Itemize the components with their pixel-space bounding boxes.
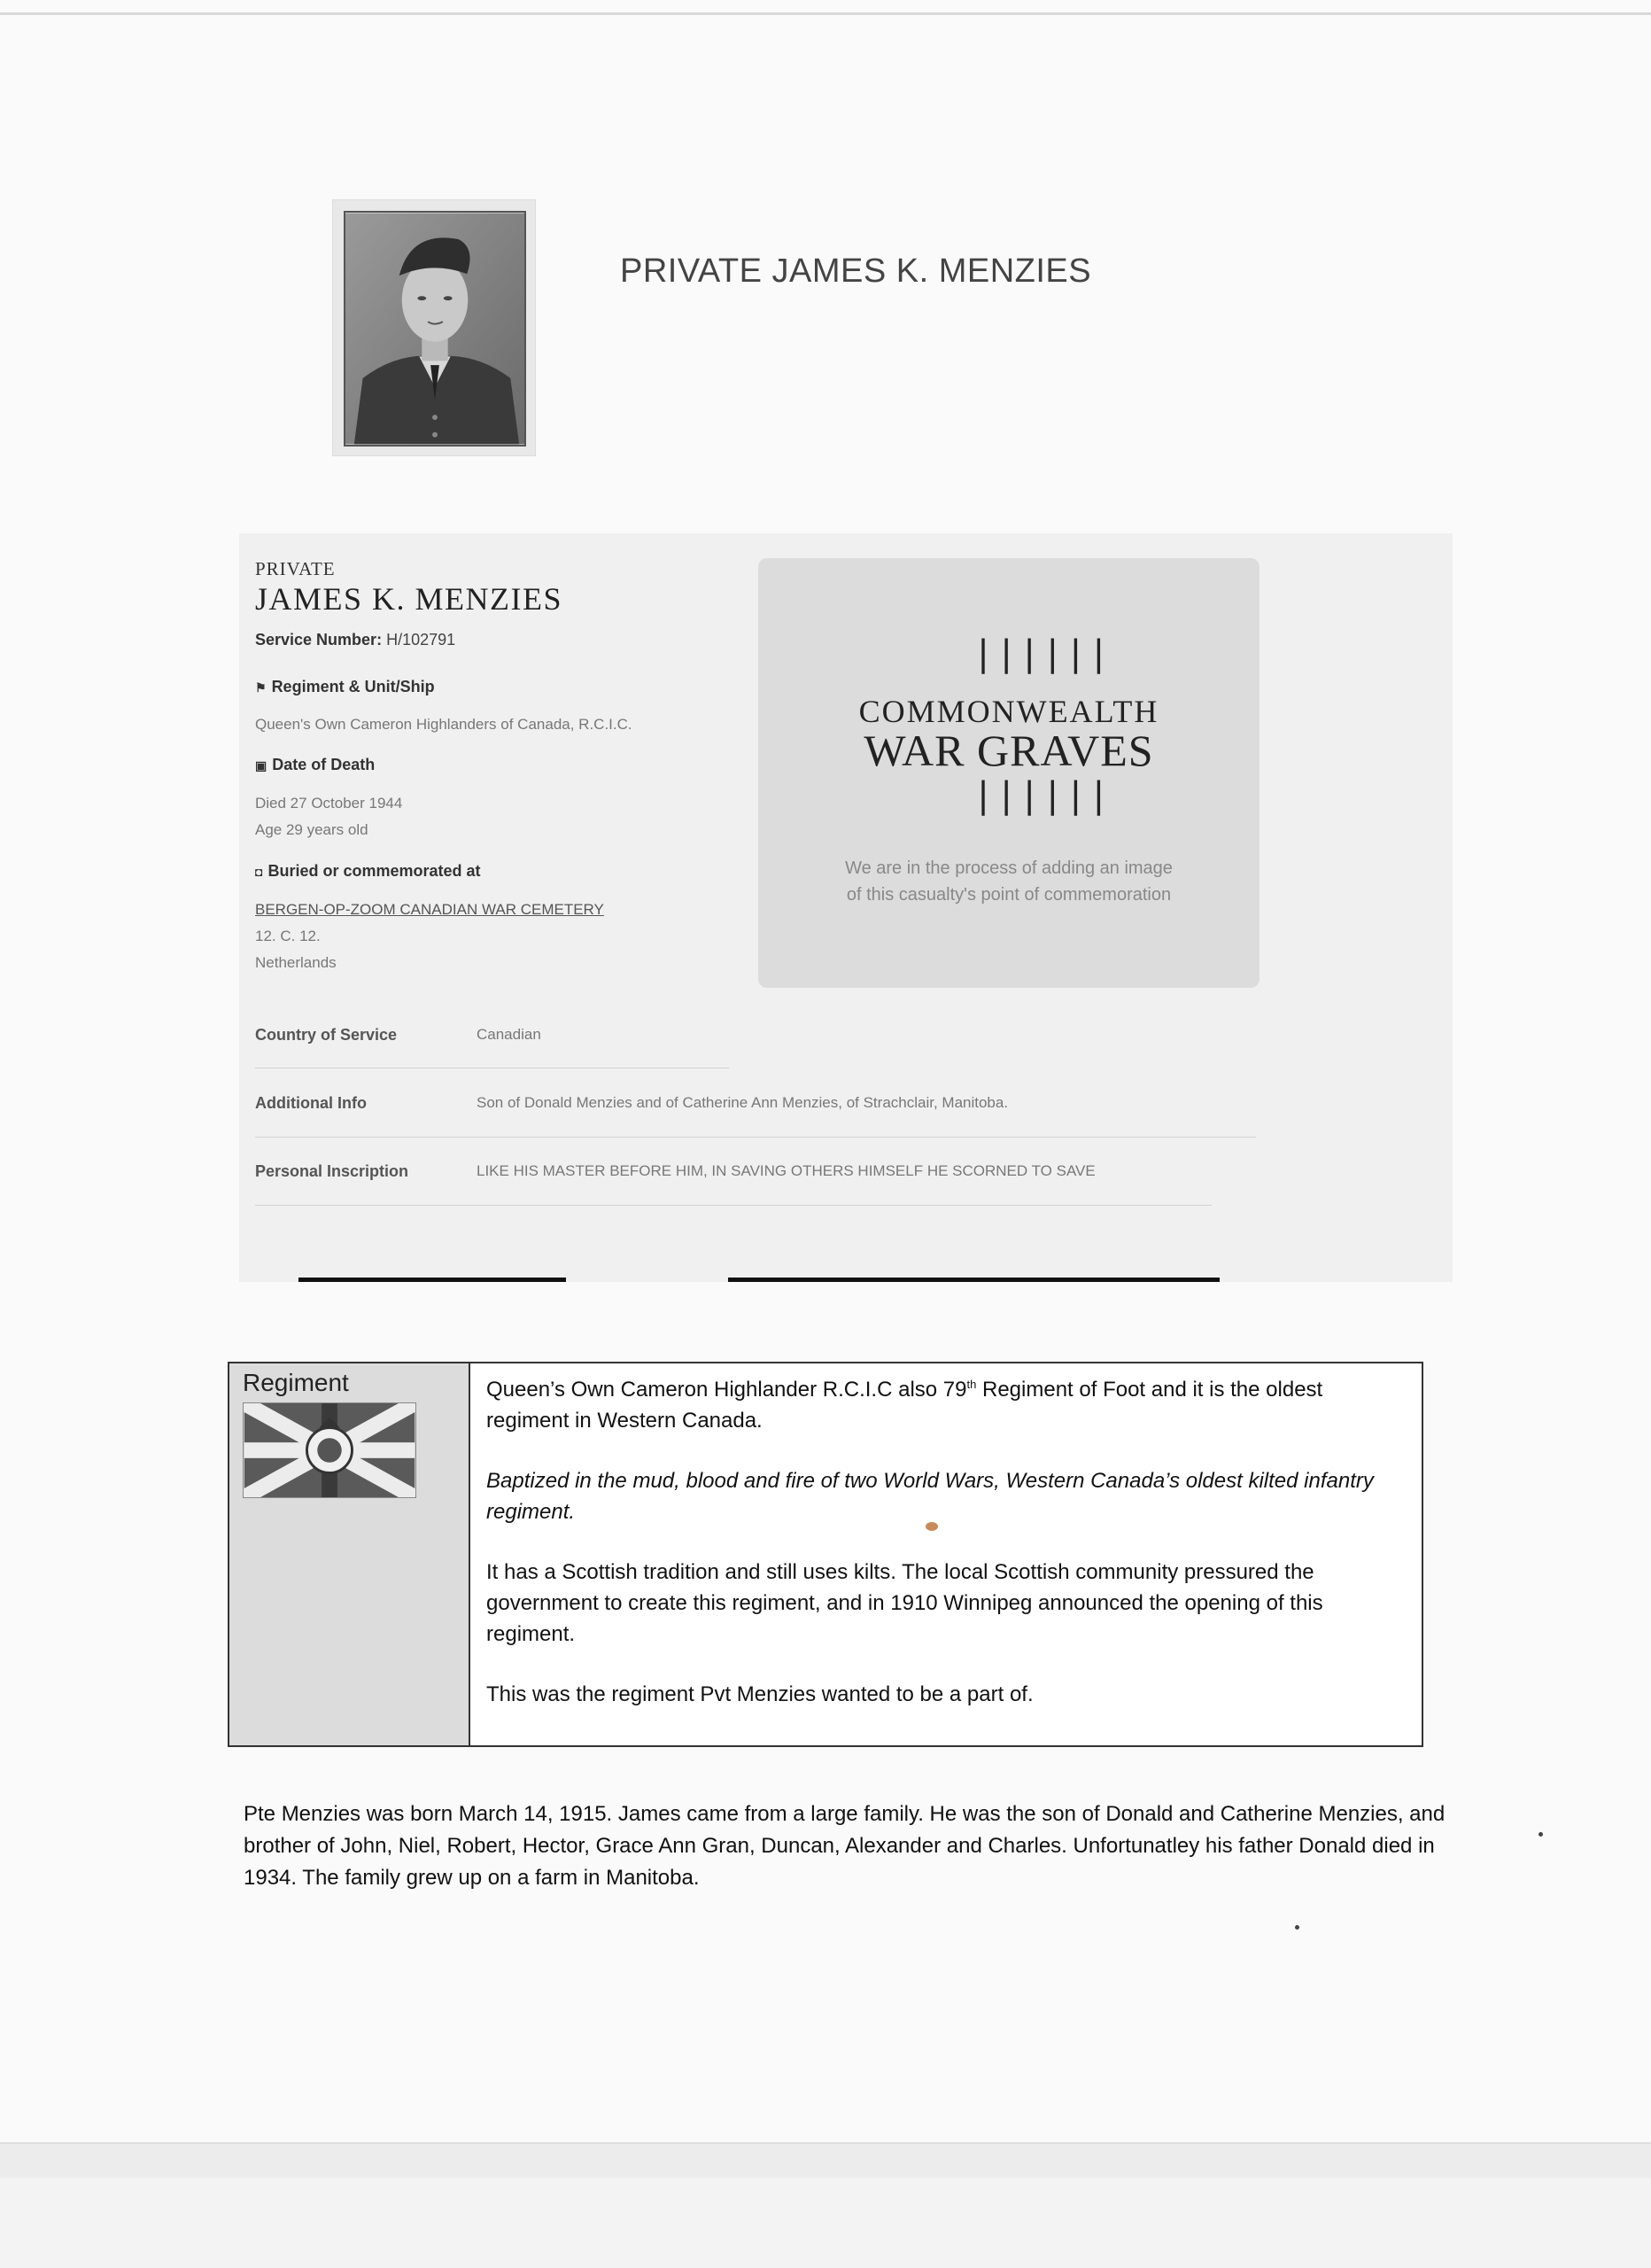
row-label-country: Country of Service [255,1026,398,1044]
scan-bottom-margin [0,2178,1651,2268]
scan-bottom-edge [0,2142,1651,2178]
regiment-label: Regiment [243,1369,349,1396]
service-number [255,631,455,649]
date-of-death-heading: ▣ Date of Death [255,756,376,773]
flag-icon: ⚑ [255,680,267,695]
row-value-inscription: LIKE HIS MASTER BEFORE HIM, IN SAVING OTHERS HIMSELF HE SCORNED TO SAVE [477,1162,1096,1179]
row-value-additional-info: Son of Donald Menzies and of Catherine Ann Menzies, of Strachclair, Manitoba. [477,1094,1009,1111]
soldier-portrait-image [344,211,526,447]
cwgc-logo-bars-top: |||||| [973,633,1112,674]
scan-speck [926,1522,938,1531]
regiment-table [228,1362,1423,1747]
age-at-death: Age 29 years old [255,821,368,838]
regiment-paragraph-1: Queen’s Own Cameron Highlander R.C.I.C also 79th Regiment of Foot and it is the oldest regiment in Western Canada. [486,1378,1323,1433]
portrait-frame [332,199,536,456]
casualty-name: JAMES K. MENZIES [255,581,563,617]
biography-paragraph: Pte Menzies was born March 14, 1915. James came from a large family. He was the son of Donald and Catherine Menzies, and brother of John, Niel, Robert, Hector, Grace Ann Gran, Duncan, Alexander and Charles. Unfortunatley his father Donald died in 1934. The family grew up on a farm in Manitoba. [244,1802,1446,1890]
divider-bar [728,1278,1220,1282]
regiment-paragraph-2: Baptized in the mud, blood and fire of two World Wars, Western Canada’s oldest kilted infantry regiment. [486,1469,1374,1524]
cemetery-link[interactable]: BERGEN-OP-ZOOM CANADIAN WAR CEMETERY [255,901,604,918]
rank-label: PRIVATE [255,558,336,579]
row-label-additional-info: Additional Info [255,1094,367,1112]
scan-top-edge [0,12,1651,15]
regiment-description [486,1363,1407,1710]
buried-heading: ◘ Buried or commemorated at [255,862,481,880]
scan-speck [1295,1925,1299,1930]
regiment-table-label-cell [229,1363,470,1745]
regiment-flag-image [243,1402,416,1498]
row-label-inscription: Personal Inscription [255,1162,409,1180]
location-pin-icon: ◘ [255,865,263,879]
cemetery-country: Netherlands [255,954,337,971]
calendar-icon: ▣ [255,758,267,773]
regiment-paragraph-3: It has a Scottish tradition and still uses kilts. The local Scottish community pressured the government to create this regiment, and in 1910 Winnipeg announced the opening of this regiment. [486,1560,1323,1646]
cwgc-logo-line1: COMMONWEALTH [858,694,1159,729]
scan-speck [1539,1832,1543,1837]
placeholder-note: We are in the process of adding an image of this casualty's point of commemoration [845,858,1173,905]
page-title: PRIVATE JAMES K. MENZIES [620,252,1092,290]
service-number-label: Service Number: [255,631,383,649]
regiment-paragraph-4: This was the regiment Pvt Menzies wanted to be a part of. [486,1682,1034,1706]
regiment-heading: ⚑ Regiment & Unit/Ship [255,678,435,695]
cwgc-logo-line2: WAR GRAVES [864,726,1154,775]
cwgc-logo-bars-bottom: |||||| [973,775,1112,816]
service-number-value: H/102791 [386,631,456,649]
divider-bar [298,1278,566,1282]
regiment-value: Queen's Own Cameron Highlanders of Canada, R.C.I.C. [255,716,632,733]
row-divider [255,1137,1256,1138]
grave-plot: 12. C. 12. [255,928,321,944]
died-date: Died 27 October 1944 [255,795,403,812]
row-divider [255,1205,1212,1206]
row-value-country: Canadian [477,1026,541,1043]
